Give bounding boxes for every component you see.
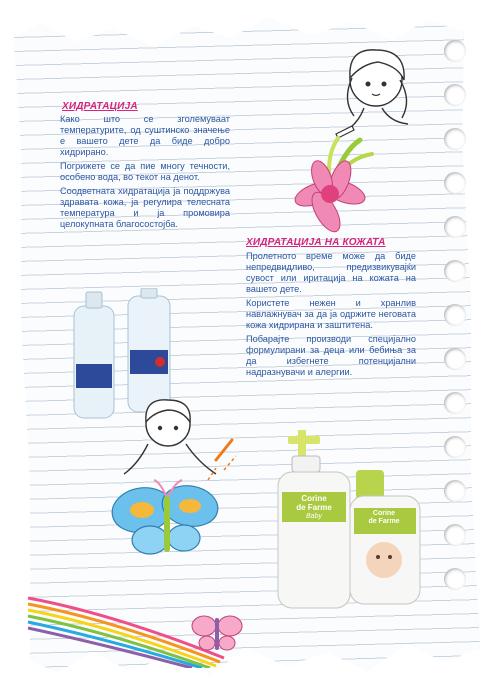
punch-hole — [444, 84, 466, 106]
punch-hole — [444, 304, 466, 326]
hydration-paragraph: Како што се зголемуваат температурите, од суштинско значење е вашето дете да биде добро хидрирано. — [60, 114, 230, 157]
skin-paragraph: Пролетното време може да биде непредвидливо, предизвикувајќи сувост или иритација на кожата на вашето дете. — [246, 251, 416, 294]
brand-baby-line: Baby — [306, 513, 322, 520]
hydration-paragraph: Погрижете се да пие многу течности, особено вода, во текот на денот. — [60, 161, 230, 182]
skin-paragraph: Побарајте производи специјално формулирани за деца или бебиња за да избегнете потенцијални надразнувачи и алергии. — [246, 334, 416, 377]
hydration-heading: ХИДРАТАЦИЈА — [62, 101, 138, 112]
punch-hole — [444, 568, 466, 590]
punch-hole — [444, 348, 466, 370]
punch-hole — [444, 260, 466, 282]
punch-hole — [444, 524, 466, 546]
girl-drawing — [328, 38, 428, 148]
punch-hole — [444, 128, 466, 150]
punch-hole — [444, 436, 466, 458]
brand-line-1: Corine — [372, 510, 396, 517]
punch-hole — [444, 480, 466, 502]
punch-holes — [442, 40, 466, 640]
punch-hole — [444, 40, 466, 62]
brand-line-2: de Farme — [296, 503, 332, 512]
skin-paragraph: Користете нежен и хранлив навлажнувач за да ја одржите неговата кожа хидрирана и заштитена. — [246, 298, 416, 330]
product-brand-label-2 — [354, 510, 414, 526]
blue-butterfly — [108, 476, 228, 566]
skin-hydration-text — [246, 251, 416, 381]
hydration-paragraph: Соодветната хидратација ја поддржува здравата кожа, ја регулира телесната температура и ја промовира целокупната благосостојба. — [60, 186, 230, 229]
product-brand-label — [284, 494, 344, 521]
skin-hydration-heading: ХИДРАТАЦИЈА НА КОЖАТА — [246, 237, 386, 248]
punch-hole — [444, 172, 466, 194]
hydration-text — [60, 114, 230, 233]
punch-hole — [444, 216, 466, 238]
pink-flower — [282, 136, 382, 236]
brand-line-2: de Farme — [368, 518, 400, 525]
pink-butterfly — [190, 610, 244, 656]
brand-line-1: Corine — [301, 494, 327, 503]
punch-hole — [444, 392, 466, 414]
